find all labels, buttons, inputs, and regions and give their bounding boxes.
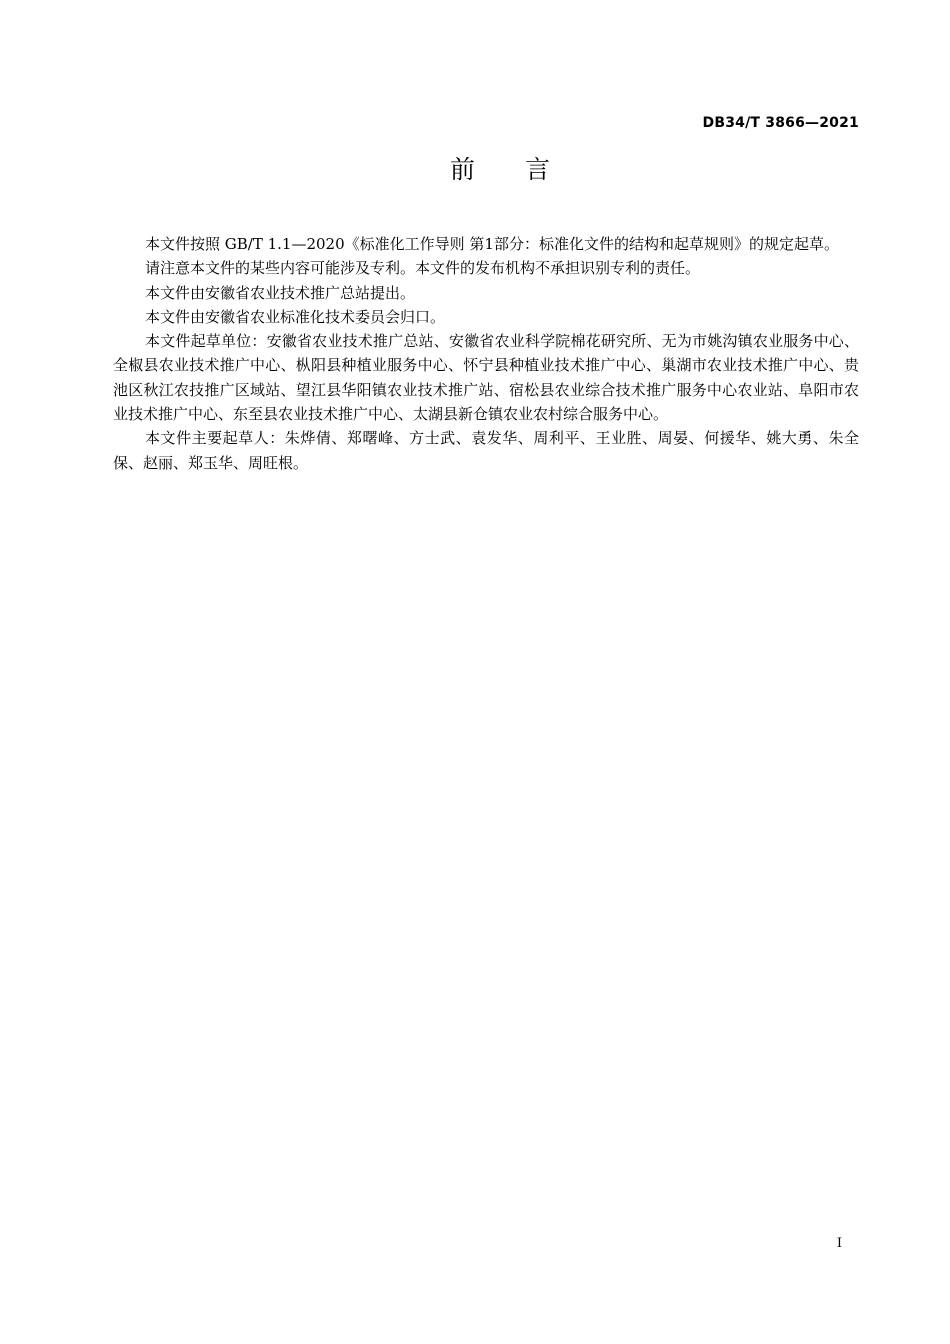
- paragraph-proposer: 本文件由安徽省农业技术推广总站提出。: [145, 283, 416, 302]
- paragraph-drafters: 本文件主要起草人：朱烨倩、郑曙峰、方士武、袁发华、周利平、王业胜、周晏、何援华、姚大勇、朱全保、赵丽、郑玉华、周旺根。: [113, 429, 859, 472]
- paragraph-patent-notice: 请注意本文件的某些内容可能涉及专利。本文件的发布机构不承担识别专利的责任。: [145, 259, 701, 278]
- page-number: I: [836, 1236, 842, 1251]
- page-title: [0, 152, 950, 188]
- paragraph-drafting-units: 本文件起草单位：安徽省农业技术推广总站、安徽省农业科学院棉花研究所、无为市姚沟镇农业服务中心、全椒县农业技术推广中心、枞阳县种植业服务中心、怀宁县种植业技术推广中心、巢湖市农业技术推广中心、贵池区秋江农技推广区域站、望江县华阳镇农业技术推广站、宿松县农业综合技术推广服务中心农业站、阜阳市农业技术推广中心、东至县农业技术推广中心、太湖县新仓镇农业农村综合服务中心。: [113, 332, 859, 424]
- title-char-1: 前: [449, 155, 475, 184]
- foreword-body: [113, 232, 859, 475]
- paragraph-drafting-rules: 本文件按照 GB/T 1.1—2020《标准化工作导则 第1部分：标准化文件的结构和起草规则》的规定起草。: [145, 235, 839, 253]
- document-code: DB34/T 3866—2021: [702, 115, 859, 131]
- paragraph-responsible-committee: 本文件由安徽省农业标准化技术委员会归口。: [145, 307, 446, 326]
- title-char-2: 言: [525, 155, 551, 184]
